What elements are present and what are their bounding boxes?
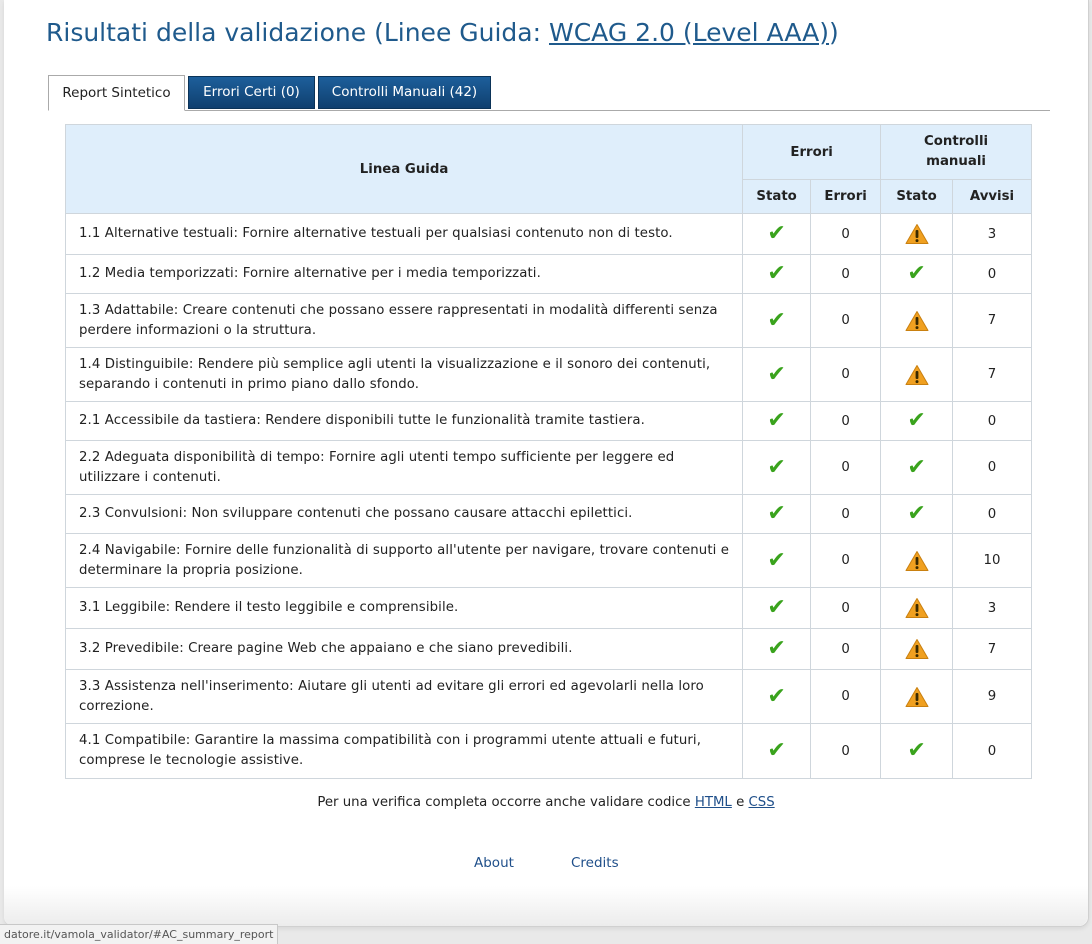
- errors-state-cell: [743, 670, 811, 724]
- header-guideline: Linea Guida: [66, 125, 743, 214]
- table-row: [66, 402, 1032, 441]
- table-row: [66, 255, 1032, 294]
- table-row: [66, 441, 1032, 495]
- errors-count-cell: 0: [811, 348, 881, 402]
- errors-state-cell: [743, 534, 811, 588]
- errors-state-cell: [743, 724, 811, 779]
- errors-state-check-icon: ✔: [767, 261, 786, 286]
- guideline-cell: 1.1 Alternative testuali: Fornire alternative testuali per qualsiasi contenuto non di testo.: [66, 214, 743, 255]
- manual-state-cell: [881, 441, 953, 495]
- warnings-count-cell: 0: [953, 724, 1032, 779]
- errors-state-cell: [743, 402, 811, 441]
- header-errors-group: Errori: [743, 125, 881, 180]
- validation-note: [4, 795, 1088, 810]
- errors-state-check-icon: ✔: [767, 307, 786, 333]
- manual-state-cell: [881, 348, 953, 402]
- guideline-cell: 1.3 Adattabile: Creare contenuti che possano essere rappresentati in modalità differenti senza perdere informazioni o la struttura.: [66, 294, 743, 348]
- manual-state-cell: [881, 670, 953, 724]
- errors-count-cell: 0: [811, 629, 881, 670]
- errors-state-cell: [743, 588, 811, 629]
- guideline-cell: 2.3 Convulsioni: Non sviluppare contenuti che possano causare attacchi epilettici.: [66, 495, 743, 534]
- errors-count-cell: 0: [811, 534, 881, 588]
- errors-state-cell: [743, 629, 811, 670]
- title-prefix: Risultati della validazione (Linee Guida:: [46, 18, 549, 47]
- errors-state-check-icon: ✔: [767, 501, 786, 526]
- warnings-count-cell: 10: [953, 534, 1032, 588]
- manual-state-check-icon: ✔: [907, 261, 926, 286]
- tab-certain-errors[interactable]: Errori Certi (0): [188, 76, 315, 109]
- warnings-count-cell: 0: [953, 441, 1032, 495]
- errors-state-check-icon: ✔: [767, 595, 786, 620]
- errors-state-check-icon: ✔: [767, 361, 786, 387]
- warnings-count-cell: 7: [953, 629, 1032, 670]
- guideline-cell: 2.4 Navigabile: Fornire delle funzionalità di supporto all'utente per navigare, trovare contenuti e determinare la propria posizione.: [66, 534, 743, 588]
- errors-count-cell: 0: [811, 724, 881, 779]
- tab-summary-report[interactable]: Report Sintetico: [48, 75, 185, 111]
- table-row: [66, 294, 1032, 348]
- warnings-count-cell: 0: [953, 495, 1032, 534]
- header-manual-state: Stato: [881, 180, 953, 214]
- errors-count-cell: 0: [811, 214, 881, 255]
- title-suffix: ): [829, 18, 839, 47]
- manual-state-cell: [881, 495, 953, 534]
- tab-bar: [48, 75, 1050, 111]
- errors-state-check-icon: ✔: [767, 547, 786, 573]
- table-row: [66, 214, 1032, 255]
- errors-state-cell: [743, 348, 811, 402]
- header-errors-state: Stato: [743, 180, 811, 214]
- manual-state-warning-icon: [905, 227, 929, 242]
- table-row: [66, 670, 1032, 724]
- errors-state-check-icon: ✔: [767, 408, 786, 433]
- credits-link[interactable]: Credits: [571, 855, 619, 871]
- errors-state-check-icon: ✔: [767, 454, 786, 480]
- manual-state-warning-icon: [905, 642, 929, 657]
- manual-state-warning-icon: [905, 601, 929, 616]
- errors-state-cell: [743, 495, 811, 534]
- page-title: [46, 18, 839, 47]
- tab-manual-checks[interactable]: Controlli Manuali (42): [318, 76, 491, 109]
- table-row: [66, 588, 1032, 629]
- manual-state-check-icon: ✔: [907, 454, 926, 480]
- errors-state-cell: [743, 441, 811, 495]
- errors-count-cell: 0: [811, 495, 881, 534]
- table-row: [66, 629, 1032, 670]
- header-errors-count: Errori: [811, 180, 881, 214]
- manual-state-check-icon: ✔: [907, 501, 926, 526]
- warnings-count-cell: 7: [953, 348, 1032, 402]
- errors-count-cell: 0: [811, 441, 881, 495]
- table-row: [66, 495, 1032, 534]
- header-manual-group: [881, 125, 1032, 180]
- warnings-count-cell: 0: [953, 402, 1032, 441]
- manual-state-cell: [881, 588, 953, 629]
- errors-state-check-icon: ✔: [767, 738, 786, 763]
- manual-state-cell: [881, 724, 953, 779]
- errors-count-cell: 0: [811, 294, 881, 348]
- page-bottom-shade: [4, 886, 1088, 926]
- note-and: e: [731, 795, 749, 810]
- manual-state-cell: [881, 255, 953, 294]
- manual-state-cell: [881, 402, 953, 441]
- errors-state-cell: [743, 294, 811, 348]
- browser-status-bar: datore.it/vamola_validator/#AC_summary_report: [0, 924, 278, 944]
- manual-state-check-icon: ✔: [907, 408, 926, 433]
- css-validator-link[interactable]: CSS: [748, 795, 775, 810]
- warnings-count-cell: 9: [953, 670, 1032, 724]
- manual-state-warning-icon: [905, 554, 929, 569]
- guideline-cell: 2.1 Accessibile da tastiera: Rendere disponibili tutte le funzionalità tramite tastiera.: [66, 402, 743, 441]
- errors-count-cell: 0: [811, 588, 881, 629]
- guidelines-link[interactable]: WCAG 2.0 (Level AAA): [549, 18, 830, 47]
- guideline-cell: 2.2 Adeguata disponibilità di tempo: Fornire agli utenti tempo sufficiente per leggere ed utilizzare i contenuti.: [66, 441, 743, 495]
- guideline-cell: 1.4 Distinguibile: Rendere più semplice agli utenti la visualizzazione e il sonoro dei contenuti, separando i contenuti in primo piano dallo sfondo.: [66, 348, 743, 402]
- warnings-count-cell: 0: [953, 255, 1032, 294]
- warnings-count-cell: 3: [953, 588, 1032, 629]
- table-row: [66, 534, 1032, 588]
- guideline-cell: 4.1 Compatibile: Garantire la massima compatibilità con i programmi utente attuali e futuri, comprese le tecnologie assistive.: [66, 724, 743, 779]
- header-manual-warnings: Avvisi: [953, 180, 1032, 214]
- guideline-cell: 1.2 Media temporizzati: Fornire alternative per i media temporizzati.: [66, 255, 743, 294]
- header-manual-group-label: Controlli manuali: [923, 134, 989, 169]
- html-validator-link[interactable]: HTML: [694, 795, 732, 810]
- guideline-cell: 3.2 Prevedibile: Creare pagine Web che appaiano e che siano prevedibili.: [66, 629, 743, 670]
- errors-state-check-icon: ✔: [767, 221, 786, 246]
- errors-count-cell: 0: [811, 255, 881, 294]
- manual-state-check-icon: ✔: [907, 738, 926, 763]
- page: [4, 0, 1089, 927]
- manual-state-cell: [881, 294, 953, 348]
- manual-state-warning-icon: [905, 314, 929, 329]
- errors-state-cell: [743, 214, 811, 255]
- errors-state-check-icon: ✔: [767, 683, 786, 709]
- summary-table: [65, 124, 1032, 779]
- errors-count-cell: 0: [811, 670, 881, 724]
- errors-state-cell: [743, 255, 811, 294]
- errors-state-check-icon: ✔: [767, 636, 786, 661]
- manual-state-cell: [881, 534, 953, 588]
- guideline-cell: 3.3 Assistenza nell'inserimento: Aiutare gli utenti ad evitare gli errori ed agevolarli nella loro correzione.: [66, 670, 743, 724]
- manual-state-warning-icon: [905, 368, 929, 383]
- guideline-cell: 3.1 Leggibile: Rendere il testo leggibile e comprensibile.: [66, 588, 743, 629]
- warnings-count-cell: 7: [953, 294, 1032, 348]
- table-row: [66, 348, 1032, 402]
- manual-state-cell: [881, 629, 953, 670]
- note-text: Per una verifica completa occorre anche validare codice: [317, 795, 695, 810]
- about-link[interactable]: About: [474, 855, 514, 871]
- errors-count-cell: 0: [811, 402, 881, 441]
- warnings-count-cell: 3: [953, 214, 1032, 255]
- manual-state-warning-icon: [905, 690, 929, 705]
- manual-state-cell: [881, 214, 953, 255]
- table-row: [66, 724, 1032, 779]
